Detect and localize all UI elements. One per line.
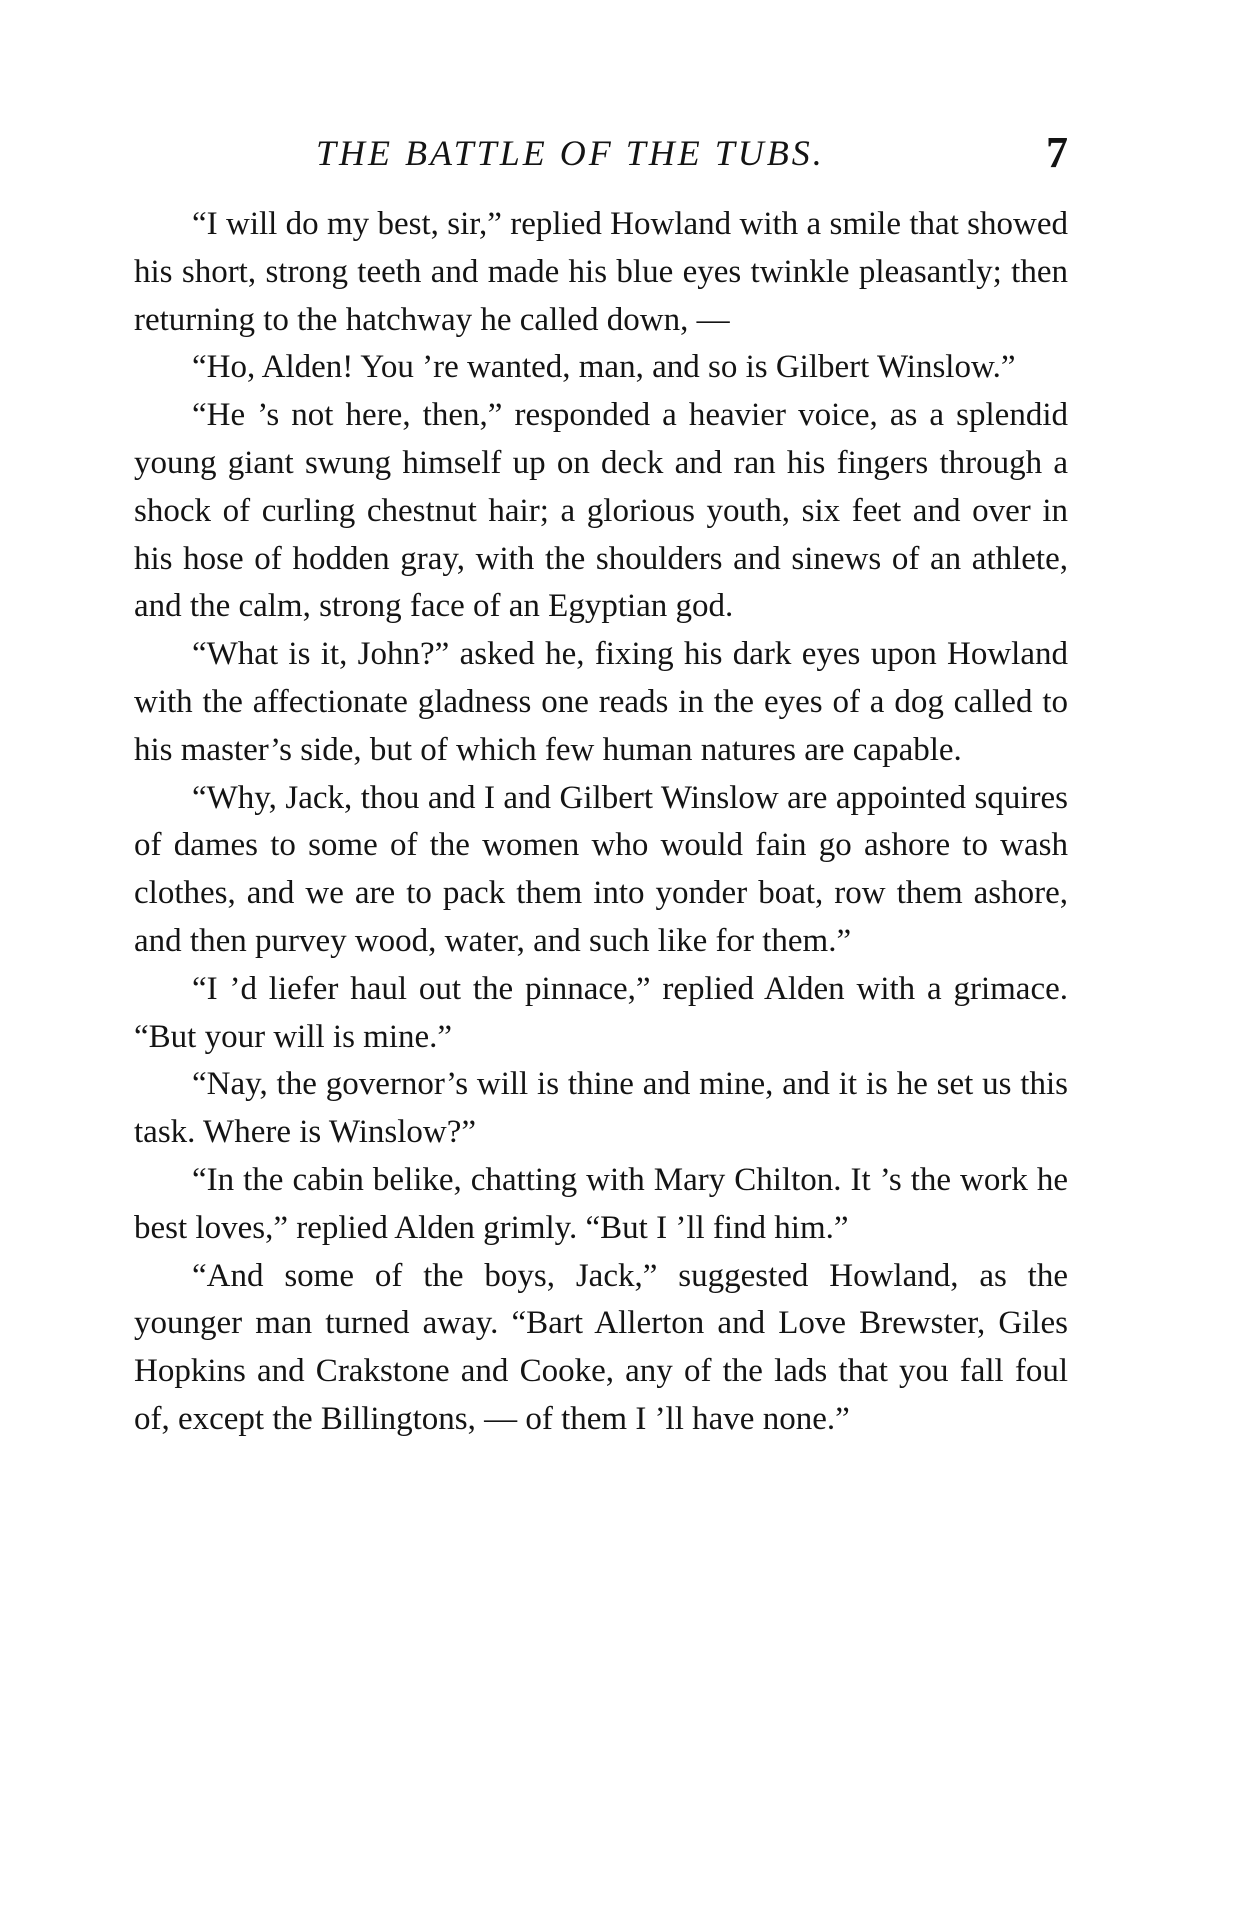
paragraph: “Why, Jack, thou and I and Gilbert Winslow are appointed squires of dames to some of the women who would fain go ashore to wash clothes, and we are to pack them into yonder boat, row them ashore, and then purvey wood, water, and such like for them.” bbox=[134, 779, 1068, 959]
body-text bbox=[134, 201, 1068, 1444]
paragraph: “What is it, John?” asked he, fixing his dark eyes upon Howland with the affectionate gladness one reads in the eyes of a dog called to his master’s side, but of which few human natures are capable. bbox=[134, 636, 1068, 768]
paragraph: “I will do my best, sir,” replied Howland with a smile that showed his short, strong teeth and made his blue eyes twinkle pleasantly; then returning to the hatchway he called down, — bbox=[134, 206, 1068, 338]
paragraph: “I ’d liefer haul out the pinnace,” replied Alden with a grimace. “But your will is mine.” bbox=[134, 970, 1068, 1055]
paragraph: “In the cabin belike, chatting with Mary Chilton. It ’s the work he best loves,” replied Alden grimly. “But I ’ll find him.” bbox=[134, 1161, 1068, 1246]
page-number: 7 bbox=[1046, 128, 1068, 177]
paragraph: “He ’s not here, then,” responded a heavier voice, as a splendid young giant swung himself up on deck and ran his fingers through a shock of curling chestnut hair; a glorious youth, six feet and over in his hose of hodden gray, with the shoulders and sinews of an athlete, and the calm, strong face of an Egyptian god. bbox=[134, 397, 1068, 625]
paragraph: “Nay, the governor’s will is thine and mine, and it is he set us this task. Where is Winslow?” bbox=[134, 1066, 1068, 1151]
paragraph: “And some of the boys, Jack,” suggested Howland, as the younger man turned away. “Bart Allerton and Love Brewster, Giles Hopkins and Crakstone and Cooke, any of the lads that you fall foul of, except the Billingtons, — of them I ’ll have none.” bbox=[134, 1257, 1068, 1437]
running-head bbox=[136, 128, 1068, 178]
running-title: THE BATTLE OF THE TUBS. bbox=[316, 133, 825, 173]
paragraph: “Ho, Alden! You ’re wanted, man, and so is Gilbert Winslow.” bbox=[192, 349, 1016, 386]
